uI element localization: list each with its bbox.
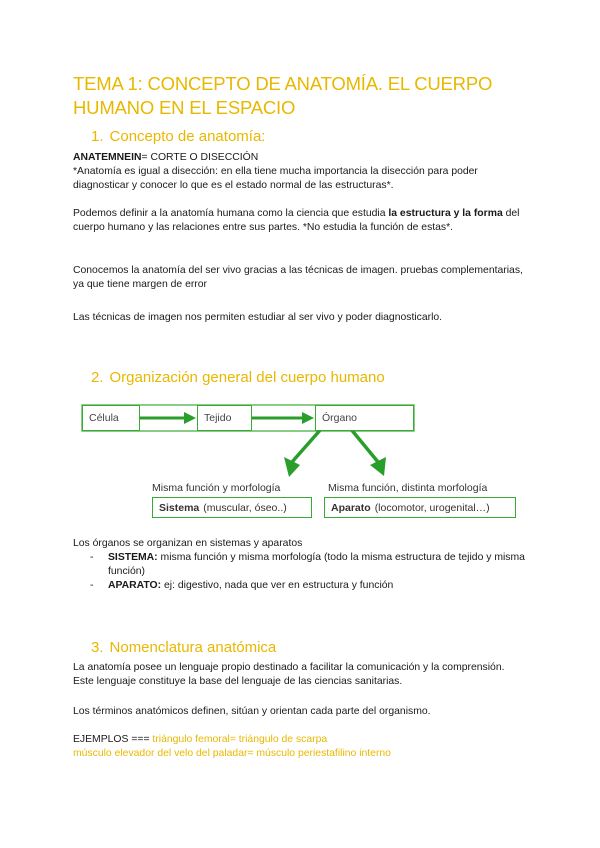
box-apparatus-rest: (locomotor, urogenital…) (374, 501, 490, 514)
arrow-organ-apparatus-shaft (350, 428, 378, 462)
caption-system: Misma función y morfología (152, 482, 281, 494)
list-item-text: misma función y misma morfología (todo la misma estructura de tejido y misma función) (108, 552, 525, 577)
box-organ (315, 405, 414, 431)
list-item (90, 579, 530, 593)
box-tissue-label: Tejido (204, 412, 232, 424)
examples-line-2 (73, 747, 528, 761)
box-cell (82, 405, 140, 431)
term-anatemnein: ANATEMNEIN (73, 152, 142, 163)
paragraph-imaging-2: Las técnicas de imagen nos permiten estudiar al ser vivo y poder diagnosticarlo. (73, 312, 443, 323)
examples-line-1 (73, 733, 528, 747)
list-dash: - (90, 580, 94, 591)
box-apparatus-bold: Aparato (331, 501, 371, 514)
paragraph-dissection: *Anatomía es igual a disección: en ella tiene mucha importancia la disección para poder diagnosticar y conocer lo que es el estado normal de las estructuras*. (73, 166, 478, 191)
section-2-number: 2. (91, 369, 104, 386)
paragraph-definition-b: del cuerpo humano y las relaciones entre sus partes. *No estudia la función de estas*. (73, 208, 520, 233)
example-2: músculo elevador del velo del paladar= músculo periestafilino interno (73, 748, 391, 759)
section-1-number: 1. (91, 128, 104, 145)
paragraph-imaging: Conocemos la anatomía del ser vivo gracias a las técnicas de imagen. pruebas complementarias, ya que tiene margen de error (73, 265, 523, 290)
section-3-title: Nomenclatura anatómica (109, 639, 277, 656)
section-2-title: Organización general del cuerpo humano (109, 369, 385, 386)
arrow-cell-tissue-head (184, 412, 196, 424)
list-item (90, 551, 530, 579)
examples-prefix: EJEMPLOS === (73, 734, 153, 745)
organization-list (90, 551, 530, 593)
section-3-number: 3. (91, 639, 104, 656)
list-item-text: ej: digestivo, nada que ver en estructura y función (161, 580, 394, 591)
box-cell-label: Célula (89, 412, 119, 424)
list-item-term: APARATO: (108, 580, 162, 591)
caption-apparatus: Misma función, distinta morfología (328, 482, 488, 494)
paragraph-definition-bold: la estructura y la forma (388, 208, 503, 219)
section-3-heading (91, 639, 276, 656)
list-dash: - (90, 552, 94, 563)
list-item-term: SISTEMA: (108, 552, 158, 563)
box-organ-label: Órgano (322, 412, 358, 424)
box-system (152, 497, 312, 518)
paragraph-terms: Los términos anatómicos definen, sitúan y orientan cada parte del organismo. (73, 706, 431, 717)
paragraph-organs: Los órganos se organizan en sistemas y aparatos (73, 538, 303, 549)
arrow-organ-system-shaft (292, 428, 322, 462)
box-apparatus (324, 497, 516, 518)
box-system-rest: (muscular, óseo..) (203, 501, 287, 514)
document-title: TEMA 1: CONCEPTO DE ANATOMÍA. EL CUERPO HUMANO EN EL ESPACIO (73, 73, 493, 118)
paragraph-language: La anatomía posee un lenguaje propio destinado a facilitar la comunicación y la comprensión. Este lenguaje constituye la base del lenguaje de las ciencias sanitarias. (73, 662, 505, 687)
box-system-bold: Sistema (159, 501, 200, 514)
term-meaning: = CORTE O DISECCIÓN (141, 152, 259, 163)
arrow-tissue-organ-head (302, 412, 314, 424)
paragraph-definition-a: Podemos definir a la anatomía humana como la ciencia que estudia (73, 208, 389, 219)
example-1: triángulo femoral= triángulo de scarpa (152, 734, 328, 745)
box-tissue (197, 405, 252, 431)
section-1-title: Concepto de anatomía: (109, 128, 266, 145)
